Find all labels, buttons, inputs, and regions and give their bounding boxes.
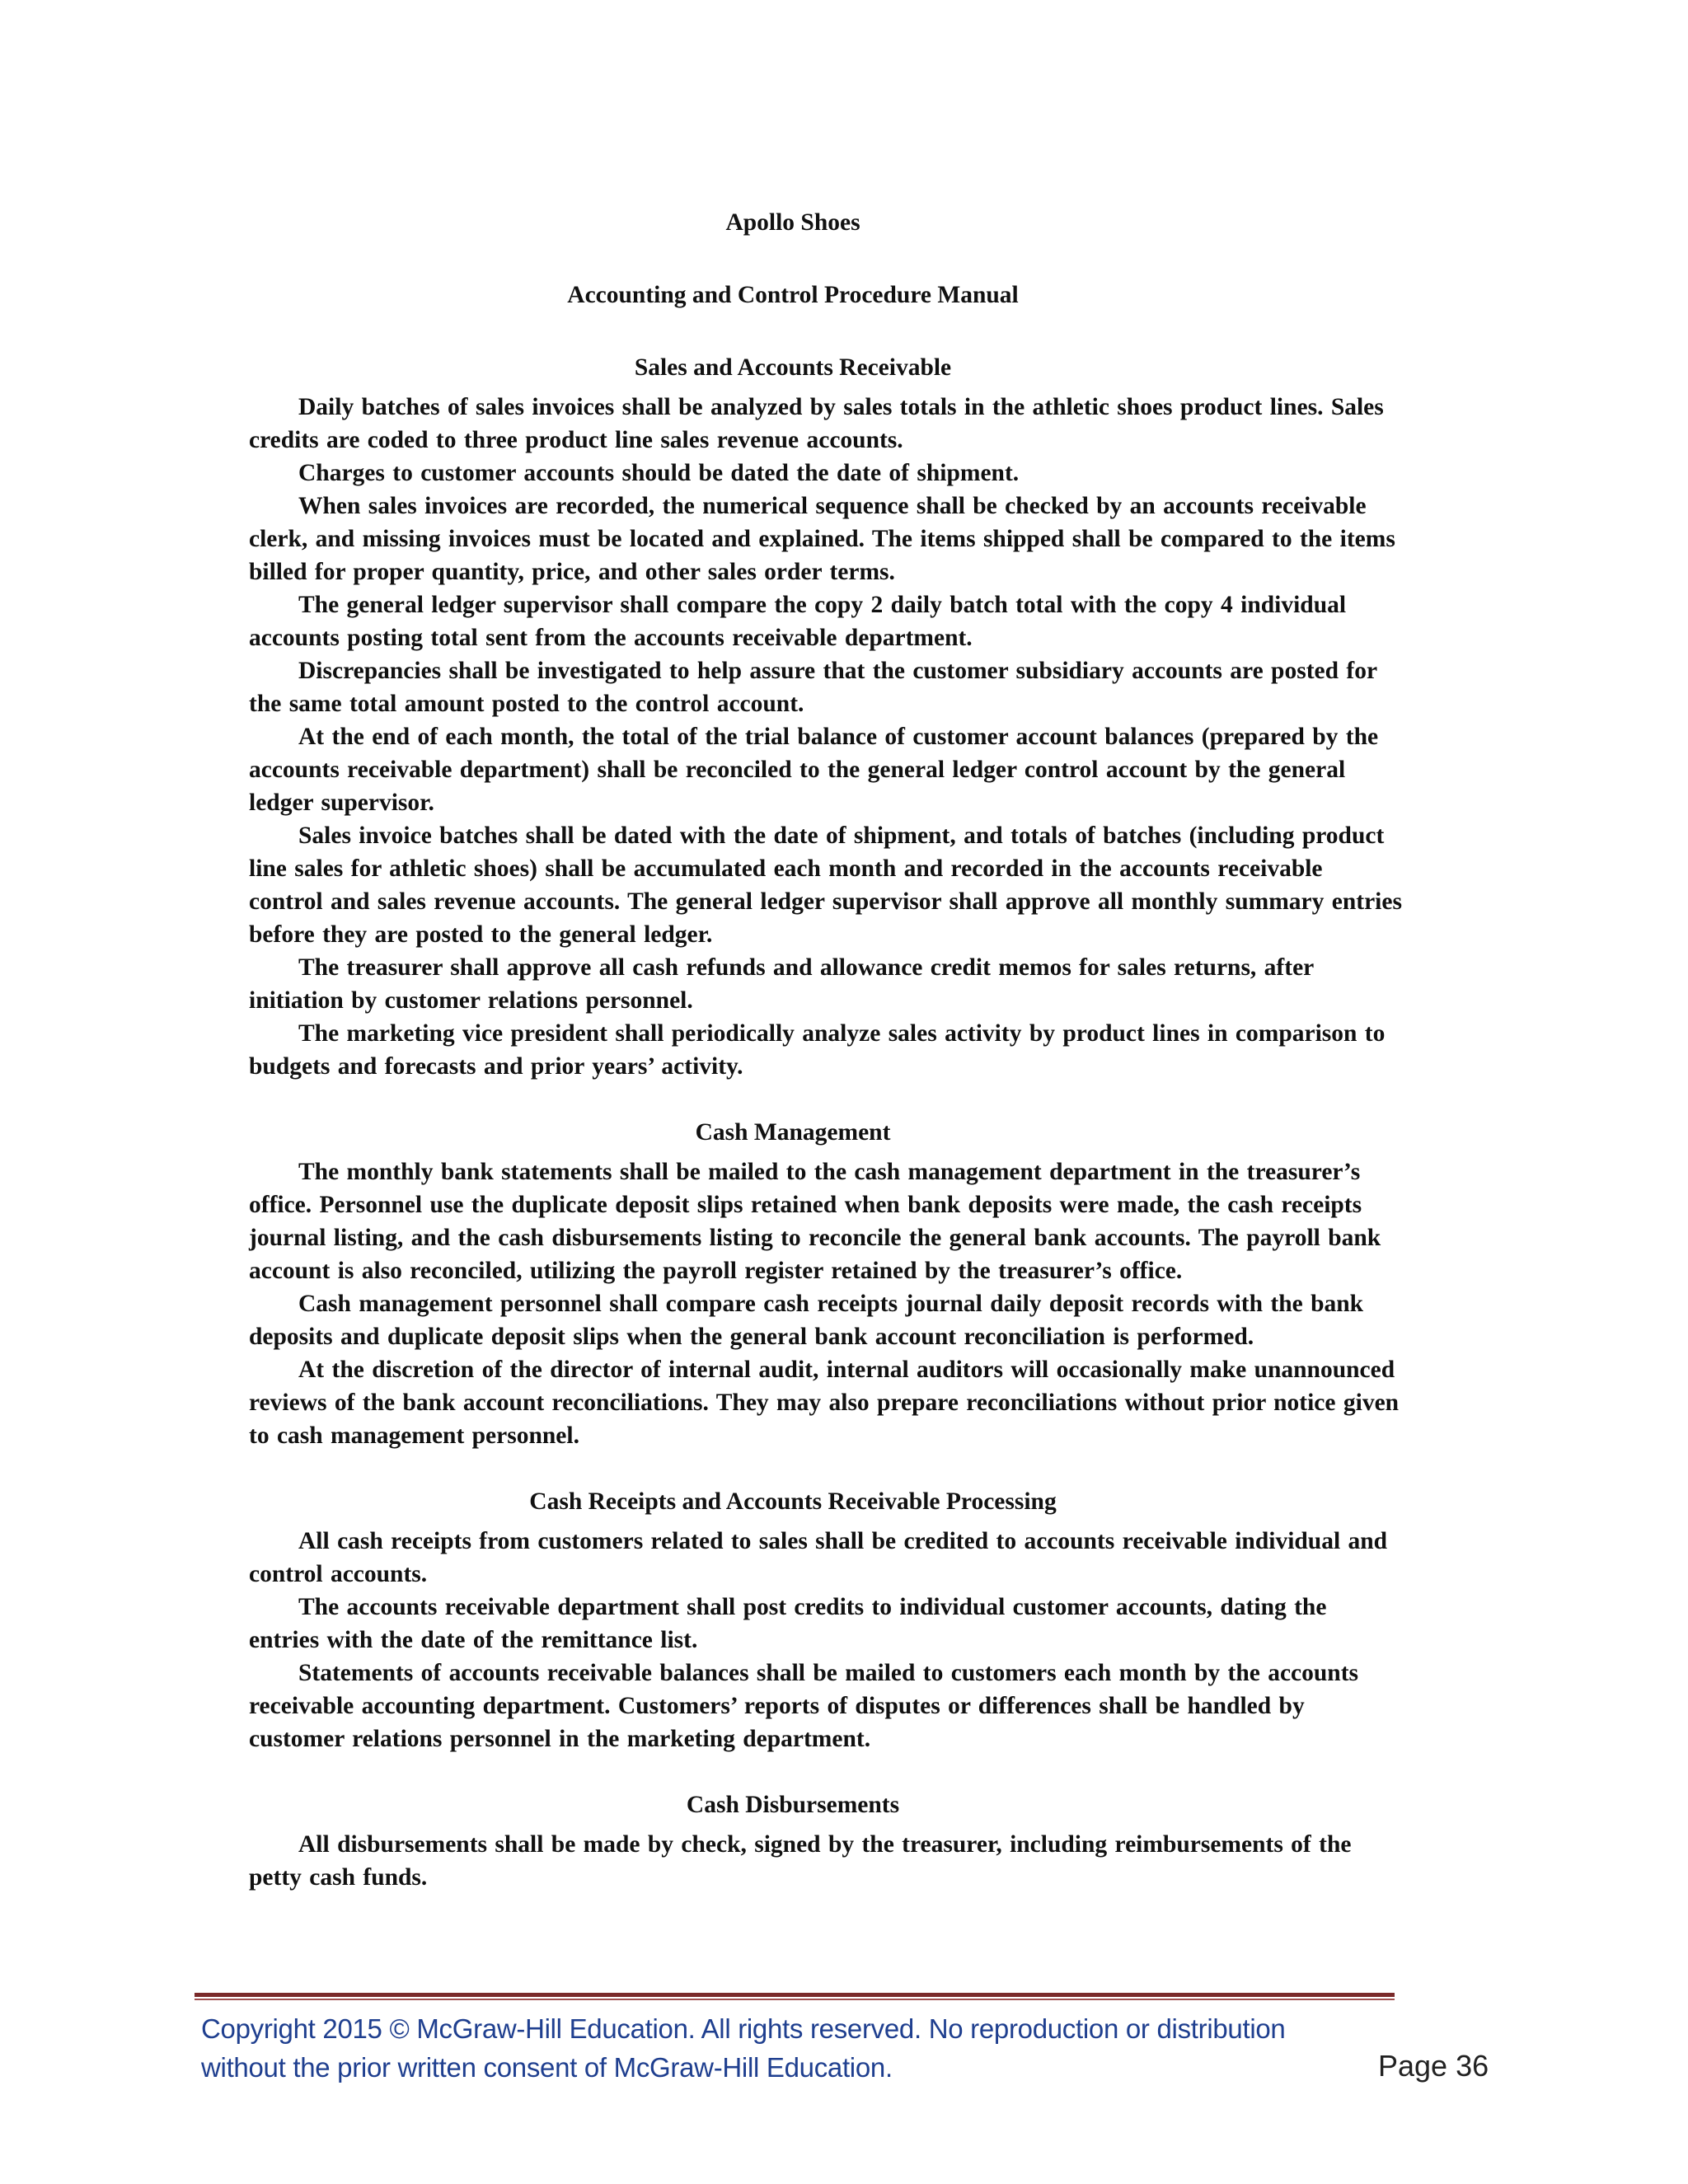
section-cash-disbursements <box>249 1788 1403 1894</box>
paragraph: Daily batches of sales invoices shall be analyzed by sales totals in the athletic shoes product lines. Sales credits are coded to three product line sales revenue accounts. <box>249 394 1384 453</box>
paragraph: The accounts receivable department shall post credits to individual customer accounts, dating the entries with the date of the remittance list. <box>249 1594 1327 1653</box>
paragraph: Statements of accounts receivable balances shall be mailed to customers each month by the accounts receivable accounting department. Customers’ reports of disputes or differences shall be handled by customer relations personnel in the marketing department. <box>249 1660 1359 1752</box>
section-cash-receipts-processing <box>249 1485 1403 1755</box>
paragraph: Discrepancies shall be investigated to help assure that the customer subsidiary accounts are posted for the same total amount posted to the control account. <box>249 658 1377 717</box>
paragraph: Charges to customer accounts should be dated the date of shipment. <box>298 460 1020 486</box>
paragraph: When sales invoices are recorded, the numerical sequence shall be checked by an accounts receivable clerk, and missing invoices must be located and explained. The items shipped shall be compared to the items billed for proper quantity, price, and other sales order terms. <box>249 493 1395 585</box>
section-sales-accounts-receivable <box>249 351 1403 1083</box>
section-heading: Cash Disbursements <box>686 1792 900 1818</box>
page-number: Page 36 <box>1378 2049 1489 2083</box>
paragraph: The monthly bank statements shall be mailed to the cash management department in the treasurer’s office. Personnel use the duplicate deposit slips retained when bank deposits were made, the cash receipts journal listing, and the cash disbursements listing to reconcile the general bank accounts. The payroll bank account is also reconciled, utilizing the payroll register retained by the treasurer’s office. <box>249 1159 1381 1284</box>
footer-copyright <box>201 2009 1404 2087</box>
document-subtitle: Accounting and Control Procedure Manual <box>567 282 1019 308</box>
paragraph: The marketing vice president shall periodically analyze sales activity by product lines in comparison to budgets and forecasts and prior years’ activity. <box>249 1020 1386 1080</box>
document-body <box>249 206 1403 1927</box>
section-heading: Cash Receipts and Accounts Receivable Processing <box>529 1488 1057 1515</box>
document-title: Apollo Shoes <box>725 209 860 236</box>
section-heading: Sales and Accounts Receivable <box>634 354 952 381</box>
footer-rule-thin <box>195 1999 1395 2000</box>
paragraph: The treasurer shall approve all cash refunds and allowance credit memos for sales returns, after initiation by customer relations personnel. <box>249 954 1314 1014</box>
paragraph: At the discretion of the director of internal audit, internal auditors will occasionally make unannounced reviews of the bank account reconciliations. They may also prepare reconciliations without prior notice given to cash management personnel. <box>249 1357 1400 1449</box>
paragraph: The general ledger supervisor shall compare the copy 2 daily batch total with the copy 4 individual accounts posting total sent from the accounts receivable department. <box>249 592 1347 651</box>
copyright-line-2: without the prior written consent of McGraw-Hill Education. <box>201 2052 893 2083</box>
copyright-line-1: Copyright 2015 © McGraw-Hill Education. All rights reserved. No reproduction or distribution <box>201 2013 1286 2044</box>
section-cash-management <box>249 1116 1403 1452</box>
section-heading: Cash Management <box>695 1119 891 1146</box>
paragraph: Sales invoice batches shall be dated with the date of shipment, and totals of batches (including product line sales for athletic shoes) shall be accumulated each month and recorded in the accounts receivable control and sales revenue accounts. The general ledger supervisor shall approve all monthly summary entries before they are posted to the general ledger. <box>249 823 1402 948</box>
paragraph: All disbursements shall be made by check, signed by the treasurer, including reimbursements of the petty cash funds. <box>249 1831 1352 1891</box>
paragraph: Cash management personnel shall compare cash receipts journal daily deposit records with the bank deposits and duplicate deposit slips when the general bank account reconciliation is performed. <box>249 1291 1364 1350</box>
paragraph: All cash receipts from customers related to sales shall be credited to accounts receivable individual and control accounts. <box>249 1528 1388 1587</box>
footer-rule <box>195 1993 1395 1997</box>
paragraph: At the end of each month, the total of the trial balance of customer account balances (prepared by the accounts receivable department) shall be reconciled to the general ledger control account by the general ledger supervisor. <box>249 724 1379 816</box>
